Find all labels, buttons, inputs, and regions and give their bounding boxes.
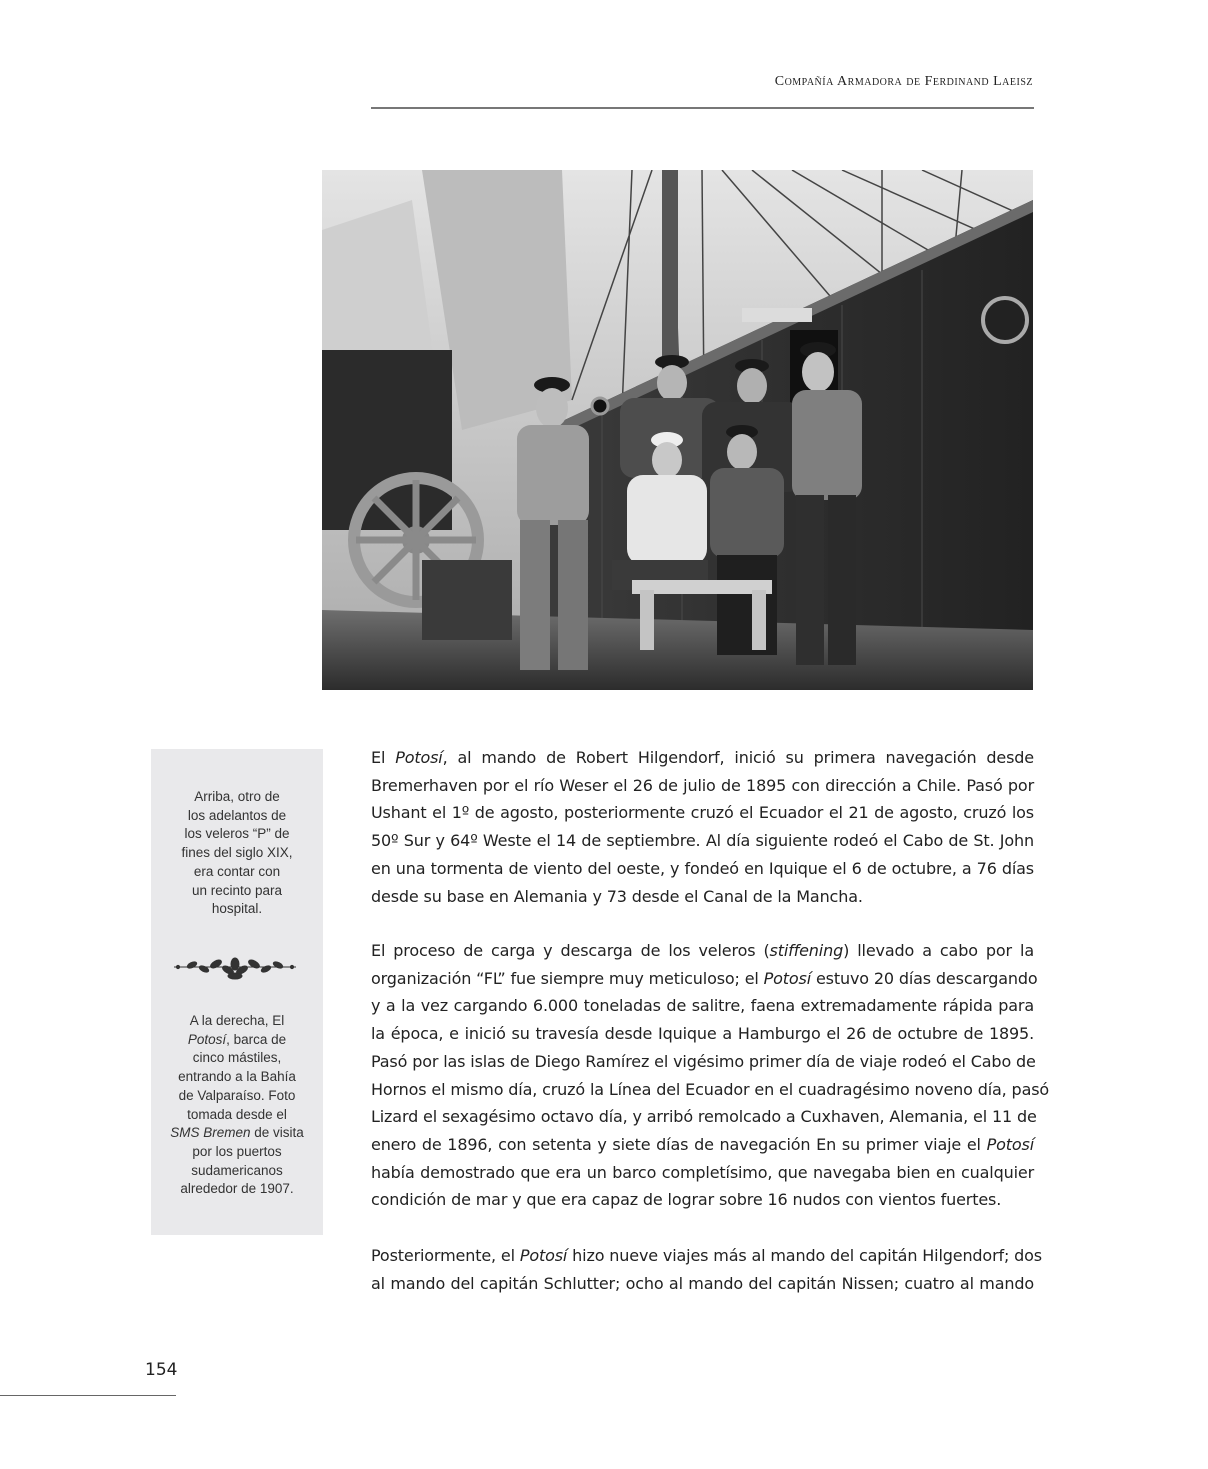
text-line xyxy=(371,744,1034,772)
paragraph-2 xyxy=(371,937,1050,1214)
text-line: la época, e inició su travesía desde Iquique a Hamburgo el 26 de octubre de 1895. xyxy=(371,1024,1034,1044)
text-line: Pasó por las islas de Diego Ramírez el vigésimo primer día de viaje rodeó el Cabo de xyxy=(371,1051,1036,1071)
text-line: 50º Sur y 64º Weste el 14 de septiembre. Al día siguiente rodeó el Cabo de St. John xyxy=(371,831,1034,851)
caption-top-line: era contar con xyxy=(193,863,281,879)
text-run: Posteriormente, el xyxy=(371,1246,520,1265)
ship-name: SMS Bremen xyxy=(170,1125,251,1141)
caption-bottom xyxy=(168,1012,306,1199)
caption-bottom-line: de Valparaíso. Foto xyxy=(178,1087,296,1103)
text-line: había demostrado que era un barco completísimo, que navegaba bien en cualquier xyxy=(371,1162,1034,1182)
text-line: en una tormenta de viento del oeste, y fondeó en Iquique el 6 de octubre, a 76 días xyxy=(371,858,1034,878)
caption-bottom-line: entrando a la Bahía xyxy=(178,1069,296,1085)
page-number: 154 xyxy=(145,1360,178,1380)
running-head: Compañía Armadora de Ferdinand Laeisz xyxy=(774,74,1033,89)
text-line xyxy=(371,937,1034,965)
caption-bottom-line: A la derecha, El xyxy=(189,1013,285,1028)
ship-name: Potosí xyxy=(519,1246,568,1265)
ship-name: Potosí xyxy=(763,968,812,988)
text-line: y a la vez cargando 6.000 toneladas de salitre, faena extremadamente rápida para xyxy=(371,996,1034,1016)
caption-top xyxy=(168,788,306,919)
caption-bottom-line: por los puertos xyxy=(192,1143,282,1159)
caption-top-line: los veleros “P” de xyxy=(184,826,290,842)
caption-top-line: fines del siglo XIX, xyxy=(181,845,293,861)
caption-bottom-line: cinco mástiles, xyxy=(192,1050,282,1066)
text-run: hizo nueve viajes más al mando del capitán Hilgendorf; dos xyxy=(567,1246,1042,1265)
text-run: El xyxy=(371,748,396,767)
text-run: , al mando de Robert Hilgendorf, inició su primera navegación desde xyxy=(442,748,1034,767)
caption-text: , barca de xyxy=(226,1031,287,1047)
footer-rule xyxy=(0,1395,176,1396)
text-run: El proceso de carga y descarga de los veleros ( xyxy=(371,941,770,960)
ship-crew-photo xyxy=(322,170,1033,690)
text-line xyxy=(371,965,1038,993)
text-line: desde su base en Alemania y 73 desde el Canal de la Mancha. xyxy=(371,886,863,906)
caption-top-line: hospital. xyxy=(211,901,263,917)
caption-top-line: Arriba, otro de xyxy=(194,789,280,804)
text-run: ) llevado a cabo por la xyxy=(843,941,1034,960)
ship-name: Potosí xyxy=(986,1134,1034,1154)
header-rule xyxy=(371,107,1034,109)
text-line: Lizard el sexagésimo octavo día, y arribó remolcado a Cuxhaven, Alemania, el 11 de xyxy=(371,1107,1037,1127)
caption-text: de visita xyxy=(250,1125,304,1141)
text-line: condición de mar y que era capaz de lograr sobre 16 nudos con vientos fuertes. xyxy=(371,1190,1002,1210)
caption-bottom-line: tomada desde el xyxy=(187,1106,287,1122)
caption-bottom-line: alrededor de 1907. xyxy=(180,1181,294,1197)
caption-bottom-line: sudamericanos xyxy=(191,1162,283,1178)
paragraph-1 xyxy=(371,744,1034,910)
ship-name: Potosí xyxy=(395,748,443,767)
caption-top-line: los adelantos de xyxy=(187,807,287,823)
text-run: estuvo 20 días descargando xyxy=(811,968,1038,988)
paragraph-3 xyxy=(371,1242,1042,1297)
caption-bottom-line xyxy=(168,1031,306,1050)
floral-divider-icon xyxy=(170,956,300,982)
text-line: Ushant el 1º de agosto, posteriormente cruzó el Ecuador el 21 de agosto, cruzó los xyxy=(371,803,1034,823)
caption-top-line: un recinto para xyxy=(191,882,283,898)
ship-name: Potosí xyxy=(187,1031,227,1047)
text-line: al mando del capitán Schlutter; ocho al mando del capitán Nissen; cuatro al mando xyxy=(371,1273,1034,1293)
text-run: organización “FL” fue siempre muy meticuloso; el xyxy=(371,968,764,988)
caption-bottom-line xyxy=(168,1124,306,1143)
text-line xyxy=(371,1131,1034,1159)
text-run: enero de 1896, con setenta y siete días de navegación En su primer viaje el xyxy=(371,1134,987,1154)
text-line: Bremerhaven por el río Weser el 26 de julio de 1895 con dirección a Chile. Pasó por xyxy=(371,775,1034,795)
text-line xyxy=(371,1242,1042,1270)
text-line: Hornos el mismo día, cruzó la Línea del Ecuador en el cuadragésimo noveno día, pasó xyxy=(371,1079,1050,1099)
term-italic: stiffening xyxy=(769,941,844,960)
